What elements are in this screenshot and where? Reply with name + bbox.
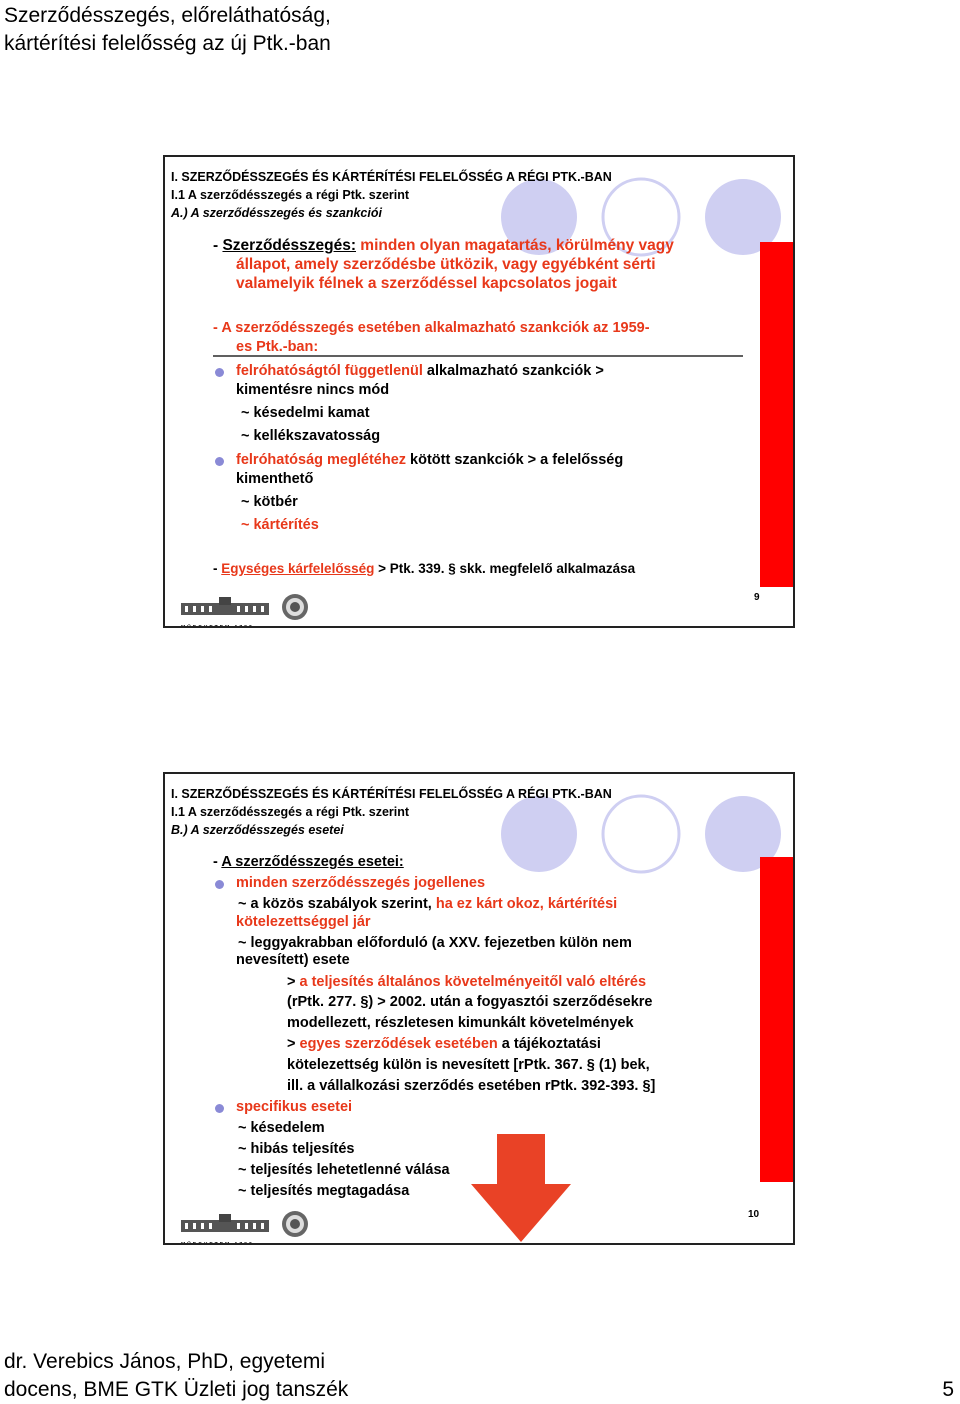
bullet2-text: kötött szankciók > a felelősség [406,452,624,468]
case-3: ~ teljesítés lehetetlenné válása [238,1162,450,1178]
slide-number: 9 [754,592,760,603]
building-logo-icon [181,597,271,623]
university-logo [181,597,271,628]
case-2: ~ hibás teljesítés [238,1141,355,1157]
definition-term: Szerződésszegés: [222,237,356,254]
slide-10 [163,772,795,1245]
sub2-line1: ~ leggyakrabban előforduló (a XXV. fejezetben külön nem [238,935,632,951]
bullet1-sub1: ~ késedelmi kamat [241,405,370,421]
detail-highlight: egyes szerződések esetében [299,1036,498,1052]
cases-intro [213,853,404,872]
liability-term: Egységes kárfelelősség [221,561,375,576]
logo-caption: MŰEGYETEM 1782 [181,625,254,628]
detail-text: a tájékoztatási [497,1036,601,1052]
sub1-line1 [238,895,617,914]
liability-line [213,559,635,578]
seal-icon [281,1210,309,1238]
slide-header-section: B.) A szerződésszegés esetei [171,823,344,837]
definition-line2: állapot, amely szerződésbe ütközik, vagy egyébként sérti [236,256,656,273]
dash: - [213,854,222,870]
bullet2-sub2: ~ kártérítés [241,517,319,533]
author-line1: dr. Verebics János, PhD, egyetemi [4,1350,325,1373]
logo-caption: MŰEGYETEM 1782 [181,1242,254,1245]
bullet-icon [215,880,224,889]
building-logo-icon [181,1214,271,1240]
author-footer [4,1348,348,1404]
definition-line1 [213,236,674,255]
red-side-bar [760,242,795,587]
detail-line5: kötelezettség külön is nevesített [rPtk. 367. § (1) bek, [287,1057,650,1073]
bullet2-sub1: ~ kötbér [241,494,298,510]
slide-header-main: I. SZERZŐDÉSSZEGÉS ÉS KÁRTÉRÍTÉSI FELELŐSSÉG A RÉGI PTK.-BAN [171,787,612,801]
bullet-icon [215,368,224,377]
sub1-text: ~ a közös szabályok szerint, [238,896,436,912]
liability-text: > Ptk. 339. § skk. megfelelő alkalmazása [374,561,636,576]
bullet-icon [215,457,224,466]
arrow-sign: > [287,1036,300,1052]
detail-highlight: a teljesítés általános követelményeitől való eltérés [299,974,647,990]
detail-line3: modellezett, részletesen kimunkált követelmények [287,1015,634,1031]
down-arrow-icon [471,1134,571,1244]
seal-icon [281,593,309,621]
bullet-icon [215,1104,224,1113]
dash: - [213,237,223,254]
slide-header-sub: I.1 A szerződésszegés a régi Ptk. szerint [171,188,410,202]
page-number: 5 [942,1378,954,1401]
detail-line4 [287,1035,601,1054]
bullet1-line1 [236,362,604,381]
document-title [4,2,331,58]
bullet2-line2: kimenthető [236,471,314,487]
bullet1-text: minden szerződésszegés jogellenes [236,875,486,891]
case-1: ~ késedelem [238,1120,325,1136]
university-logo [181,1214,271,1245]
bullet1-line2: kimentésre nincs mód [236,382,390,398]
sanctions-line1: - A szerződésszegés esetében alkalmazható szankciók az 1959- [213,320,650,336]
author-line2: docens, BME GTK Üzleti jog tanszék [4,1378,349,1401]
definition-line3: valamelyik félnek a szerződéssel kapcsolatos jogait [236,275,617,292]
bullet1-text: alkalmazható szankciók > [422,363,604,379]
arrow-sign: > [287,974,300,990]
bullet2-line1 [236,451,623,470]
slide-header-sub: I.1 A szerződésszegés a régi Ptk. szerint [171,805,410,819]
slide-header-section: A.) A szerződésszegés és szankciói [171,206,382,220]
sub2-line2: nevesített) esete [236,952,350,968]
bullet2-text: specifikus esetei [236,1099,353,1115]
case-4: ~ teljesítés megtagadása [238,1183,410,1199]
detail-line1 [287,973,646,992]
sub1-highlight: ha ez kárt okoz, kártérítési [435,896,618,912]
slide-number: 10 [748,1209,760,1220]
bullet1-highlight: felróhatóságtól függetlenül [236,363,423,379]
document-title-line1: Szerződésszegés, előreláthatóság, [4,4,331,27]
cases-intro-term: A szerződésszegés esetei: [221,854,404,870]
sanctions-line2-text: es Ptk.-ban: [236,339,319,355]
detail-line6: ill. a vállalkozási szerződés esetében rPtk. 392-393. §] [287,1078,656,1094]
sub1-line2: kötelezettséggel jár [236,914,371,930]
bullet2-highlight: felróhatóság meglétéhez [236,452,407,468]
bullet1-sub2: ~ kellékszavatosság [241,428,381,444]
red-side-bar [760,857,795,1182]
slide-9 [163,155,795,628]
detail-line2: (rPtk. 277. §) > 2002. után a fogyasztói szerződésekre [287,994,653,1010]
dash: - [213,561,222,576]
slide-header-main: I. SZERZŐDÉSSZEGÉS ÉS KÁRTÉRÍTÉSI FELELŐSSÉG A RÉGI PTK.-BAN [171,170,612,184]
sanctions-underline [213,355,743,359]
definition-text: minden olyan magatartás, körülmény vagy [356,237,674,254]
document-title-line2: kártérítési felelősség az új Ptk.-ban [4,32,331,55]
